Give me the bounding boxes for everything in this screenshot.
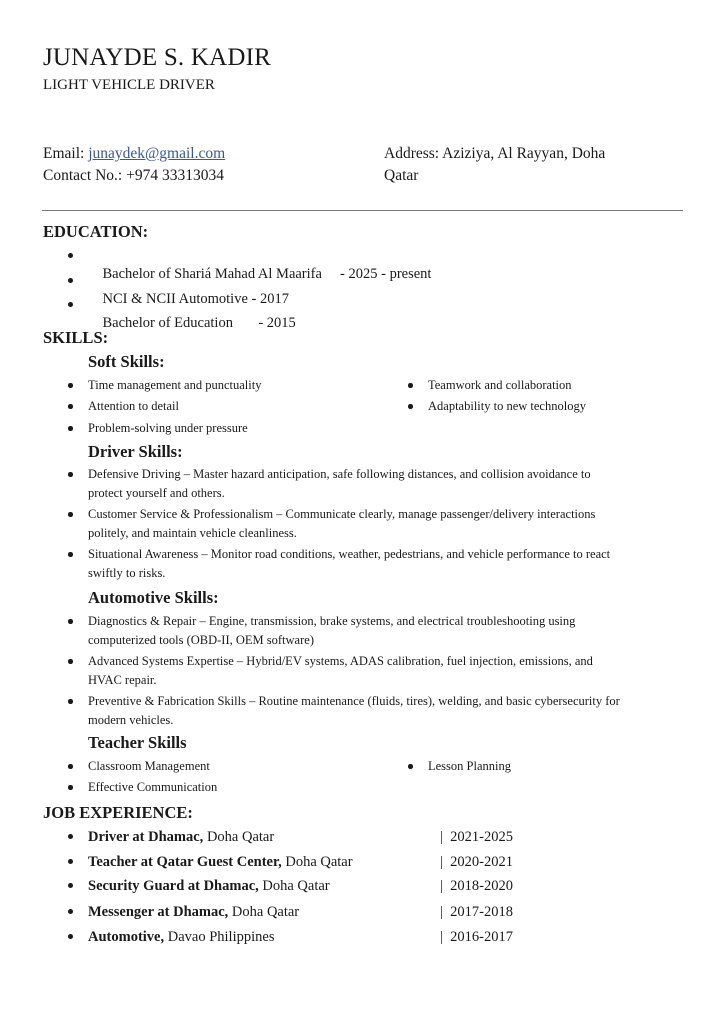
bullet-dot bbox=[68, 764, 73, 769]
bullet-dot bbox=[68, 834, 73, 839]
job-title: Messenger at Dhamac, bbox=[88, 904, 229, 920]
job-period: | 2018-2020 bbox=[440, 878, 513, 894]
experience-heading: JOB EXPERIENCE: bbox=[43, 803, 193, 822]
bullet-dot bbox=[68, 883, 73, 888]
bullet-dot bbox=[408, 764, 413, 769]
applicant-name: JUNAYDE S. KADIR bbox=[43, 44, 271, 71]
bullet-dot bbox=[68, 278, 73, 283]
job-title: Automotive, bbox=[88, 929, 165, 945]
soft-skills-heading: Soft Skills: bbox=[88, 352, 165, 371]
driver-skill-line: politely, and maintain vehicle cleanliness. bbox=[88, 526, 297, 540]
job-location: Doha Qatar bbox=[258, 878, 330, 894]
bullet-dot bbox=[68, 253, 73, 258]
bullet-dot bbox=[68, 659, 73, 664]
phone-line bbox=[43, 165, 225, 187]
driver-skill-line: Situational Awareness – Monitor road conditions, weather, pedestrians, and vehicle performance to react bbox=[88, 547, 611, 561]
email-line bbox=[43, 143, 225, 165]
teacher-skill-item bbox=[88, 778, 217, 797]
soft-skill-text: Problem-solving under pressure bbox=[88, 421, 248, 435]
driver-skill-item bbox=[88, 465, 688, 503]
bullet-dot bbox=[68, 859, 73, 864]
email-label: Email: bbox=[43, 145, 89, 162]
bullet-dot bbox=[68, 512, 73, 517]
teacher-skill-item bbox=[88, 757, 210, 776]
address-block bbox=[384, 143, 684, 187]
contact-block bbox=[43, 143, 225, 187]
bullet-dot bbox=[68, 785, 73, 790]
job-item bbox=[88, 903, 299, 921]
education-item-text: Bachelor of Education - 2015 bbox=[102, 315, 296, 331]
soft-skill-text: Teamwork and collaboration bbox=[428, 378, 572, 392]
driver-skill-item bbox=[88, 545, 688, 583]
job-title: Driver at Dhamac, bbox=[88, 829, 204, 845]
bullet-dot bbox=[68, 619, 73, 624]
job-period: | 2020-2021 bbox=[440, 854, 513, 870]
automotive-skills-heading: Automotive Skills: bbox=[88, 588, 219, 607]
automotive-skill-item bbox=[88, 612, 688, 650]
automotive-skill-line: Preventive & Fabrication Skills – Routine maintenance (fluids, tires), welding, and basic cybersecurity for bbox=[88, 694, 620, 708]
soft-skill-item bbox=[428, 397, 586, 416]
soft-skill-item bbox=[88, 376, 261, 395]
education-item bbox=[88, 296, 296, 350]
phone-number: +974 33313034 bbox=[126, 167, 224, 184]
driver-skill-line: protect yourself and others. bbox=[88, 486, 225, 500]
teacher-skill-text: Classroom Management bbox=[88, 759, 210, 773]
address-line-2: Qatar bbox=[384, 167, 419, 184]
teacher-skills-heading: Teacher Skills bbox=[88, 733, 187, 752]
job-title: Teacher at Qatar Guest Center, bbox=[88, 854, 282, 870]
teacher-skill-item bbox=[428, 757, 511, 776]
divider bbox=[42, 210, 683, 211]
soft-skill-item bbox=[428, 376, 572, 395]
bullet-dot bbox=[68, 699, 73, 704]
job-location: Doha Qatar bbox=[203, 829, 275, 845]
address-line-1: Address: Aziziya, Al Rayyan, Doha bbox=[384, 145, 606, 162]
job-item bbox=[88, 877, 330, 895]
driver-skills-heading: Driver Skills: bbox=[88, 442, 183, 461]
email-link[interactable]: junaydek@gmail.com bbox=[88, 145, 226, 162]
automotive-skill-line: computerized tools (OBD-II, OEM software) bbox=[88, 633, 314, 647]
soft-skill-text: Attention to detail bbox=[88, 399, 179, 413]
bullet-dot bbox=[68, 472, 73, 477]
soft-skill-text: Time management and punctuality bbox=[88, 378, 262, 392]
bullet-dot bbox=[68, 383, 73, 388]
automotive-skill-line: modern vehicles. bbox=[88, 713, 174, 727]
phone-label: Contact No.: bbox=[43, 167, 127, 184]
bullet-dot bbox=[68, 552, 73, 557]
job-item bbox=[88, 928, 274, 946]
automotive-skill-item bbox=[88, 652, 688, 690]
education-heading: EDUCATION: bbox=[43, 222, 149, 241]
bullet-dot bbox=[68, 426, 73, 431]
job-period: | 2021-2025 bbox=[440, 829, 513, 845]
teacher-skill-text: Effective Communication bbox=[88, 780, 218, 794]
automotive-skill-line: HVAC repair. bbox=[88, 673, 157, 687]
driver-skill-line: swiftly to risks. bbox=[88, 566, 166, 580]
job-title: Security Guard at Dhamac, bbox=[88, 878, 259, 894]
bullet-dot bbox=[408, 383, 413, 388]
automotive-skill-line: Advanced Systems Expertise – Hybrid/EV systems, ADAS calibration, fuel injection, emissions, and bbox=[88, 654, 593, 668]
bullet-dot bbox=[68, 934, 73, 939]
job-location: Doha Qatar bbox=[228, 904, 300, 920]
driver-skill-line: Defensive Driving – Master hazard anticipation, safe following distances, and collision avoidance to bbox=[88, 467, 591, 481]
soft-skill-text: Adaptability to new technology bbox=[428, 399, 586, 413]
bullet-dot bbox=[68, 302, 73, 307]
job-item bbox=[88, 828, 274, 846]
automotive-skill-line: Diagnostics & Repair – Engine, transmission, brake systems, and electrical troubleshooting using bbox=[88, 614, 576, 628]
bullet-dot bbox=[408, 404, 413, 409]
education-item-text: Bachelor of Shariá Mahad Al Maarifa - 2025 - present bbox=[102, 266, 432, 282]
teacher-skill-text: Lesson Planning bbox=[428, 759, 511, 773]
driver-skill-line: Customer Service & Professionalism – Communicate clearly, manage passenger/delivery interactions bbox=[88, 507, 596, 521]
automotive-skill-item bbox=[88, 692, 688, 730]
driver-skill-item bbox=[88, 505, 688, 543]
education-item-text: NCI & NCII Automotive - 2017 bbox=[102, 291, 289, 307]
job-location: Davao Philippines bbox=[164, 929, 275, 945]
skills-heading: SKILLS: bbox=[43, 328, 109, 347]
soft-skill-item bbox=[88, 419, 248, 438]
bullet-dot bbox=[68, 404, 73, 409]
job-title: LIGHT VEHICLE DRIVER bbox=[43, 77, 215, 93]
job-period: | 2017-2018 bbox=[440, 904, 513, 920]
soft-skill-item bbox=[88, 397, 179, 416]
job-location: Doha Qatar bbox=[281, 854, 353, 870]
bullet-dot bbox=[68, 909, 73, 914]
job-item bbox=[88, 853, 353, 871]
job-period: | 2016-2017 bbox=[440, 929, 513, 945]
